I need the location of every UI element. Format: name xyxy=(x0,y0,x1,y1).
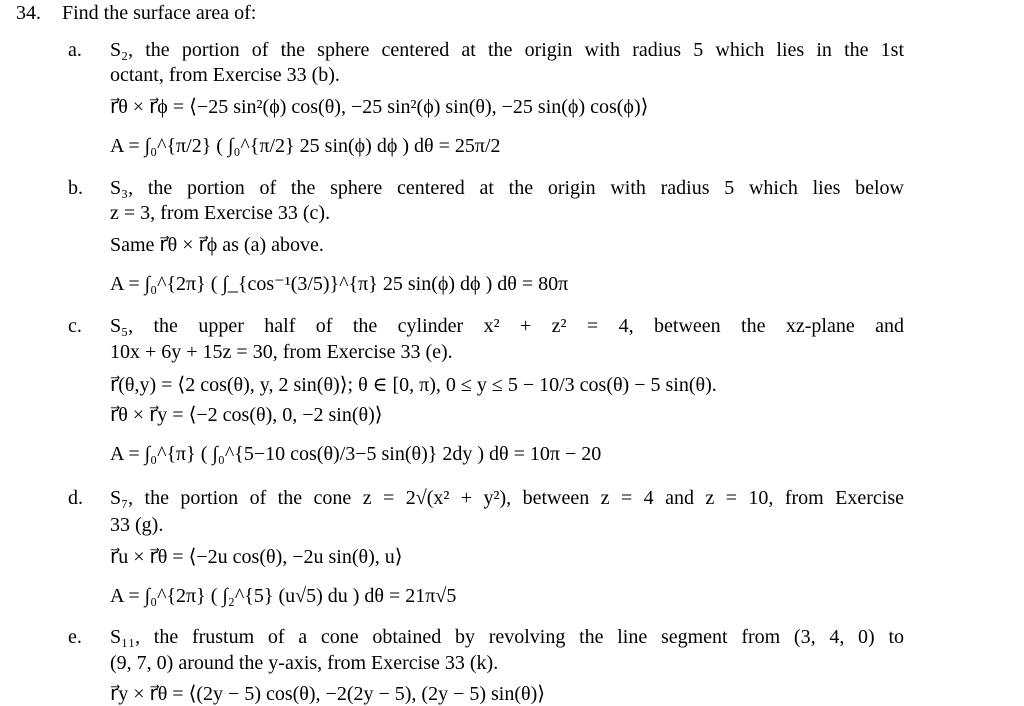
part-a-cross-product: r⃗θ × r⃗ϕ = ⟨−25 sin²(ϕ) cos(θ), −25 sin²(ϕ) sin(θ), −25 sin(ϕ) cos(ϕ)⟩ xyxy=(110,96,649,118)
part-b-same-note: Same r⃗θ × r⃗ϕ as (a) above. xyxy=(110,234,324,256)
problem-prompt: Find the surface area of: xyxy=(62,2,257,24)
part-d-description-line2: 33 (g). xyxy=(110,514,164,536)
part-b-area-integral: A = ∫₀^{2π} ( ∫_{cos⁻¹(3/5)}^{π} 25 sin(ϕ) dϕ ) dθ = 80π xyxy=(110,273,569,295)
part-a-description-line2: octant, from Exercise 33 (b). xyxy=(110,64,340,86)
part-c-cross-product: r⃗θ × r⃗y = ⟨−2 cos(θ), 0, −2 sin(θ)⟩ xyxy=(110,404,383,426)
part-a-description-line1: S₂, the portion of the sphere centered at the origin with radius 5 which lies in the 1st xyxy=(110,39,904,61)
part-d-cross-product: r⃗u × r⃗θ = ⟨−2u cos(θ), −2u sin(θ), u⟩ xyxy=(110,546,403,568)
part-e-cross-product: r⃗y × r⃗θ = ⟨(2y − 5) cos(θ), −2(2y − 5), (2y − 5) sin(θ)⟩ xyxy=(110,683,546,705)
part-d-area-integral: A = ∫₀^{2π} ( ∫₂^{5} (u√5) du ) dθ = 21π√5 xyxy=(110,585,457,607)
problem-number: 34. xyxy=(16,2,41,24)
part-c-letter: c. xyxy=(68,315,82,337)
part-d-letter: d. xyxy=(68,487,83,509)
part-a-letter: a. xyxy=(68,39,82,61)
part-c-description-line2: 10x + 6y + 15z = 30, from Exercise 33 (e). xyxy=(110,341,453,363)
part-e-description-line1: S₁₁, the frustum of a cone obtained by revolving the line segment from (3, 4, 0) to xyxy=(110,626,904,648)
part-c-description-line1: S₅, the upper half of the cylinder x² + z² = 4, between the xz-plane and xyxy=(110,315,904,337)
part-b-description-line1: S₃, the portion of the sphere centered at the origin with radius 5 which lies below xyxy=(110,177,904,199)
part-c-parametrization: r⃗(θ,y) = ⟨2 cos(θ), y, 2 sin(θ)⟩; θ ∈ [0, π), 0 ≤ y ≤ 5 − 10/3 cos(θ) − 5 sin(θ). xyxy=(110,374,717,396)
part-b-description-line2: z = 3, from Exercise 33 (c). xyxy=(110,202,331,224)
part-b-letter: b. xyxy=(68,177,83,199)
part-a-area-integral: A = ∫₀^{π/2} ( ∫₀^{π/2} 25 sin(ϕ) dϕ ) dθ = 25π/2 xyxy=(110,135,501,157)
part-d-description-line1: S₇, the portion of the cone z = 2√(x² + y²), between z = 4 and z = 10, from Exercise xyxy=(110,487,904,509)
part-e-letter: e. xyxy=(68,626,82,648)
part-e-description-line2: (9, 7, 0) around the y-axis, from Exercise 33 (k). xyxy=(110,652,499,674)
part-c-area-integral: A = ∫₀^{π} ( ∫₀^{5−10 cos(θ)/3−5 sin(θ)} 2dy ) dθ = 10π − 20 xyxy=(110,443,602,465)
